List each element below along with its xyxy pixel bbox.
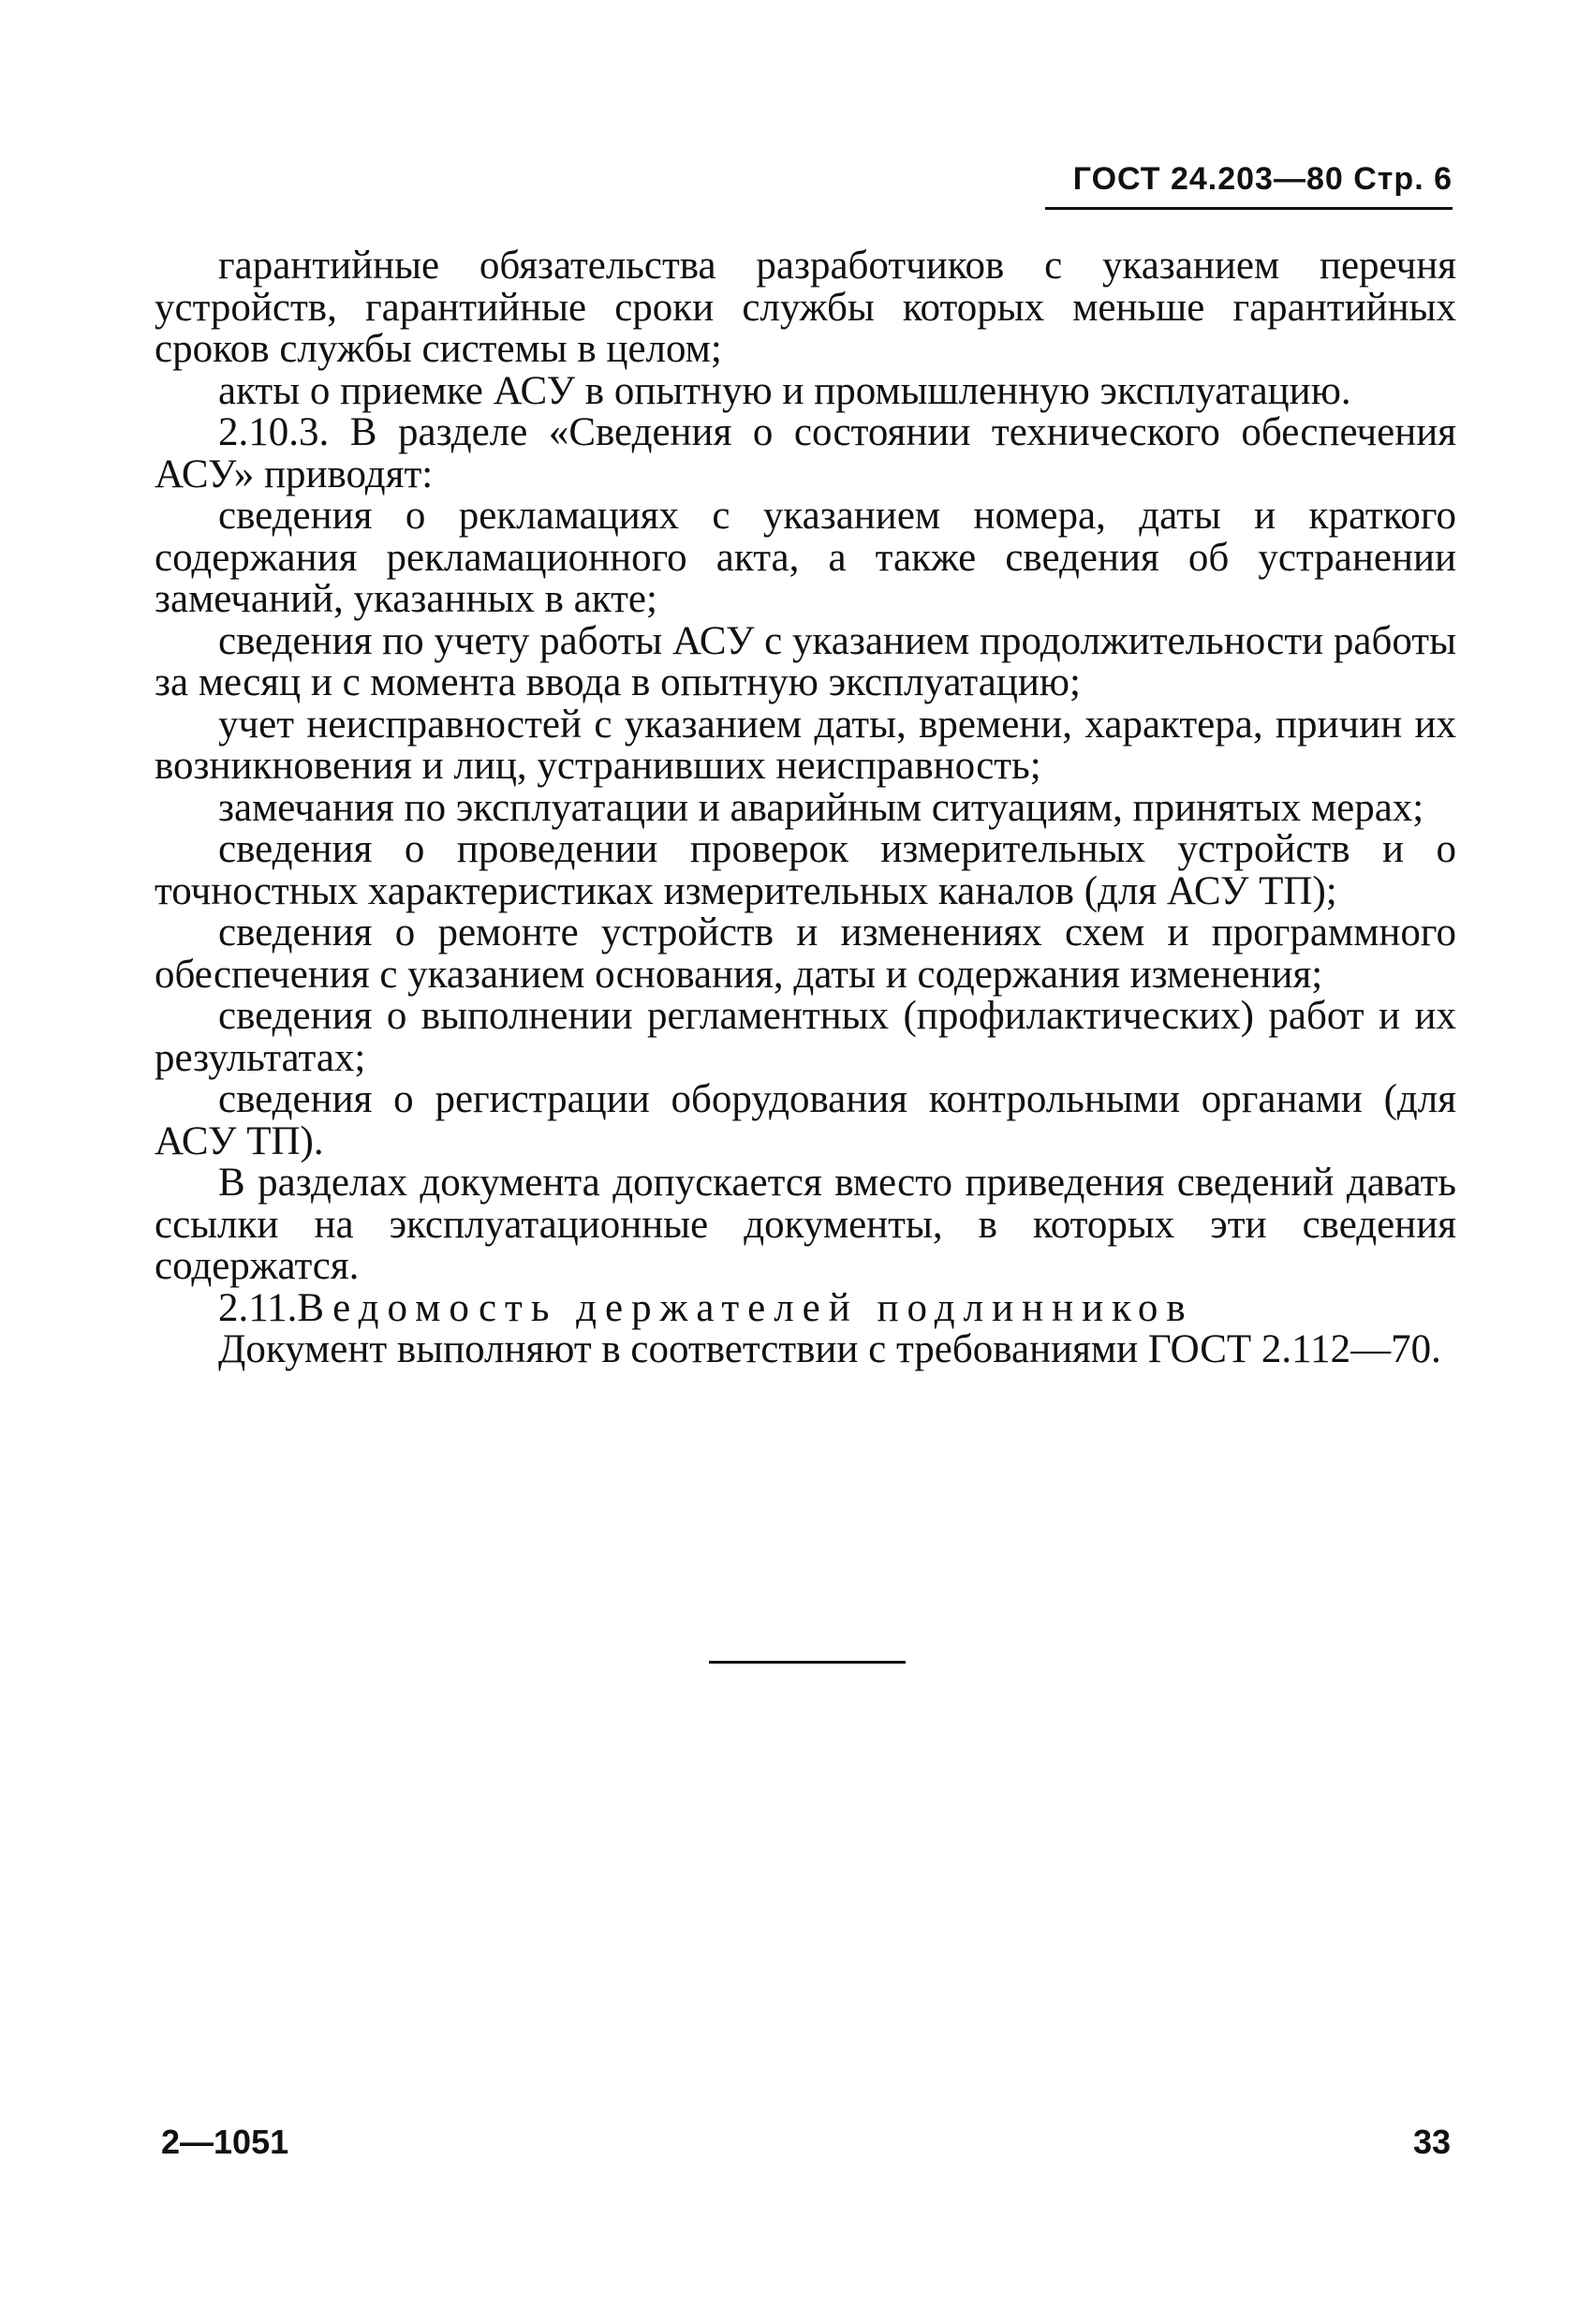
paragraph-acceptance-acts: акты о приемке АСУ в опытную и промышленную эксплуатацию. <box>218 368 1351 413</box>
paragraph-checks: сведения о проведении проверок измерительных устройств и о точностных характеристиках измерительных каналов (для АСУ ТП); <box>155 827 1456 913</box>
page-number: 33 <box>1412 2123 1451 2161</box>
paragraph-registration: сведения о регистрации оборудования контрольными органами (для АСУ ТП). <box>155 1077 1456 1163</box>
document-body <box>155 245 1456 1371</box>
paragraph-maintenance: сведения о выполнении регламентных (профилактических) работ и их результатах; <box>155 994 1456 1080</box>
section-2-11-number: 2.11. <box>218 1285 298 1330</box>
paragraph-repairs: сведения о ремонте устройств и изменениях схем и программного обеспечения с указанием основания, даты и содержания изменения; <box>155 910 1456 997</box>
paragraph-warranty: гарантийные обязательства разработчиков с указанием перечня устройств, гарантийные сроки службы которых меньше гарантийных сроков службы системы в целом; <box>155 244 1456 371</box>
paragraph-remarks: замечания по эксплуатации и аварийным ситуациям, принятых мерах; <box>218 785 1424 830</box>
section-2-11-heading <box>155 1285 1456 1330</box>
footer-order-number: 2—1051 <box>161 2123 289 2161</box>
page-header: ГОСТ 24.203—80 Стр. 6 <box>1045 161 1453 210</box>
paragraph-operation-record: сведения по учету работы АСУ с указанием продолжительности работы за месяц и с момента ввода в опытную эксплуатацию; <box>155 618 1456 704</box>
section-2-11-title: Ведомость держателей подлинников <box>297 1285 1194 1330</box>
paragraph-references: В разделах документа допускается вместо приведения сведений давать ссылки на эксплуатационные документы, в которых эти сведения содержатся. <box>155 1161 1456 1288</box>
paragraph-faults: учет неисправностей с указанием даты, времени, характера, причин их возникновения и лиц, устранивших неисправность; <box>155 702 1456 788</box>
section-2-11-text: Документ выполняют в соответствии с требованиями ГОСТ 2.112—70. <box>218 1327 1441 1371</box>
paragraph-complaints: сведения о рекламациях с указанием номера, даты и краткого содержания рекламационного акта, а также сведения об устранении замечаний, указанных в акте; <box>155 494 1456 621</box>
paragraph-2-10-3: 2.10.3. В разделе «Сведения о состоянии технического обеспечения АСУ» приводят: <box>155 410 1456 496</box>
end-divider <box>709 1661 906 1664</box>
